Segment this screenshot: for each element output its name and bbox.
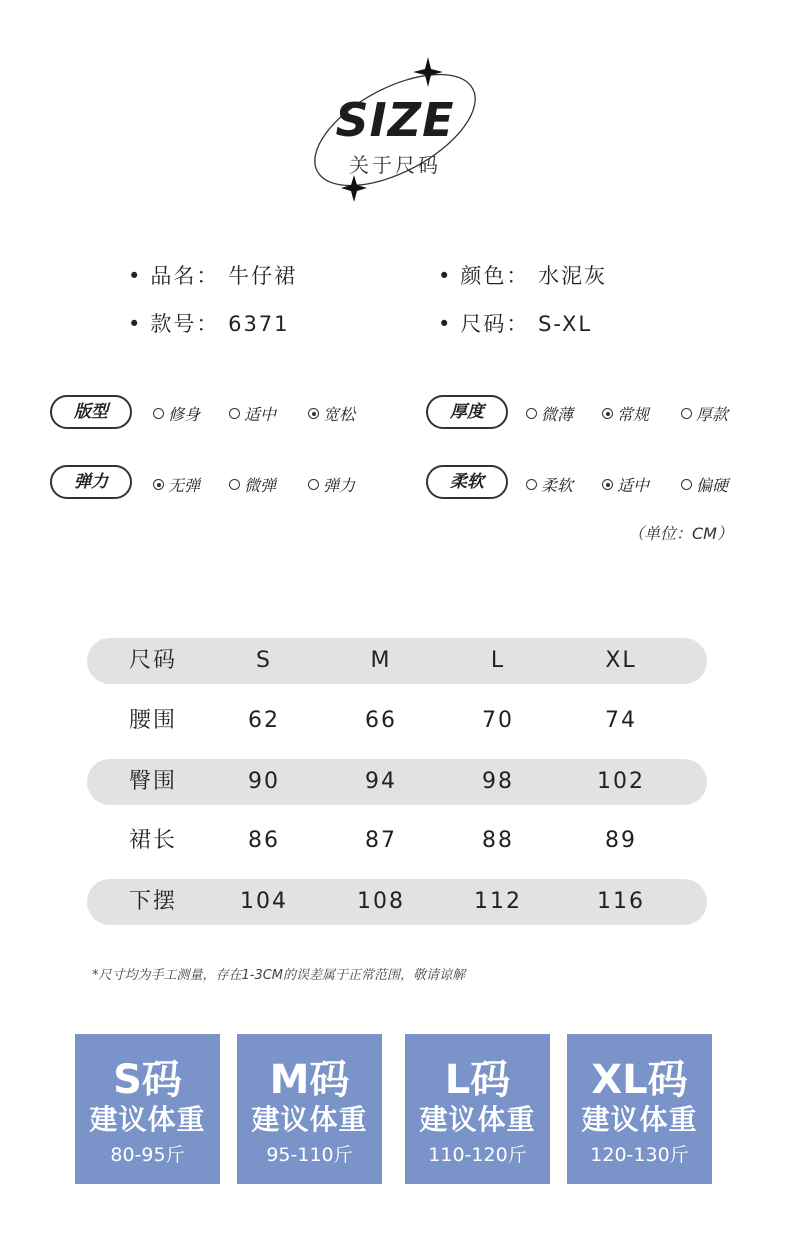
table-cell: 116 <box>597 889 645 914</box>
attr-option-selected: 宽松 <box>308 402 355 425</box>
table-header-cell: XL <box>605 648 637 673</box>
color-value: 水泥灰 <box>538 264 608 288</box>
size-label: 尺码： <box>460 312 530 336</box>
radio-icon <box>681 479 692 490</box>
attr-option: 修身 <box>153 402 200 425</box>
table-cell: 102 <box>597 769 645 794</box>
card-label: 建议体重 <box>419 1103 536 1136</box>
table-cell: 74 <box>605 708 637 733</box>
weight-card-xl <box>567 1034 712 1184</box>
card-weight: 120-130斤 <box>590 1144 689 1166</box>
table-header-cell: L <box>490 648 506 673</box>
weight-card-m <box>237 1034 382 1184</box>
card-label: 建议体重 <box>251 1103 368 1136</box>
radio-selected-icon <box>308 408 319 419</box>
table-cell: 98 <box>482 769 514 794</box>
weight-card-s <box>75 1034 220 1184</box>
info-product-name: • 品名： 牛仔裙 <box>128 264 298 288</box>
table-cell: 86 <box>248 828 280 853</box>
attr-option: 厚款 <box>681 402 728 425</box>
table-header-cell: M <box>370 648 392 673</box>
size-value: S-XL <box>538 312 593 336</box>
info-color: • 颜色： 水泥灰 <box>438 264 608 288</box>
table-cell: 66 <box>365 708 397 733</box>
logo-title: SIZE <box>335 93 455 147</box>
table-cell: 62 <box>248 708 280 733</box>
card-weight: 95-110斤 <box>266 1144 353 1166</box>
attr-pill-thickness: 厚度 <box>426 395 508 429</box>
radio-icon <box>526 408 537 419</box>
card-weight: 110-120斤 <box>428 1144 527 1166</box>
radio-selected-icon <box>602 408 613 419</box>
table-cell: 腰围 <box>129 708 178 733</box>
table-header-cell: S <box>256 648 272 673</box>
table-row <box>87 698 707 744</box>
table-cell: 87 <box>365 828 397 853</box>
table-cell: 104 <box>240 889 288 914</box>
table-cell: 108 <box>357 889 405 914</box>
table-cell: 94 <box>365 769 397 794</box>
table-cell: 89 <box>605 828 637 853</box>
radio-icon <box>681 408 692 419</box>
measurement-note: *尺寸均为手工测量，存在1-3CM的误差属于正常范围，敬请谅解 <box>92 968 466 983</box>
table-cell: 下摆 <box>129 889 178 914</box>
info-size-range: • 尺码： S-XL <box>438 312 593 336</box>
attr-pill-softness: 柔软 <box>426 465 508 499</box>
card-weight: 80-95斤 <box>110 1144 185 1166</box>
attr-option: 微弹 <box>229 473 276 496</box>
table-row <box>87 759 707 805</box>
color-label: 颜色： <box>460 264 530 288</box>
weight-card-l <box>405 1034 550 1184</box>
name-value: 牛仔裙 <box>228 264 298 288</box>
attr-option: 适中 <box>229 402 276 425</box>
radio-icon <box>153 408 164 419</box>
attr-pill-fit: 版型 <box>50 395 132 429</box>
radio-icon <box>229 408 240 419</box>
table-cell: 88 <box>482 828 514 853</box>
table-cell: 70 <box>482 708 514 733</box>
table-header-cell: 尺码 <box>129 648 178 673</box>
card-size: S码 <box>113 1057 182 1103</box>
card-size: L码 <box>444 1057 511 1103</box>
radio-icon <box>526 479 537 490</box>
name-label: 品名： <box>150 264 220 288</box>
table-cell: 112 <box>474 889 522 914</box>
attr-option: 微薄 <box>526 402 573 425</box>
radio-selected-icon <box>602 479 613 490</box>
table-row <box>87 818 707 864</box>
table-row <box>87 879 707 925</box>
attr-option-selected: 无弹 <box>153 473 200 496</box>
card-size: M码 <box>269 1057 350 1103</box>
radio-icon <box>308 479 319 490</box>
info-style-code: • 款号： 6371 <box>128 312 290 336</box>
attr-pill-elasticity: 弹力 <box>50 465 132 499</box>
attr-option-selected: 适中 <box>602 473 649 496</box>
radio-selected-icon <box>153 479 164 490</box>
card-label: 建议体重 <box>89 1103 206 1136</box>
unit-note: （单位：CM） <box>628 524 733 543</box>
card-label: 建议体重 <box>581 1103 698 1136</box>
attr-option: 柔软 <box>526 473 573 496</box>
table-cell: 裙长 <box>129 828 178 853</box>
attr-option-selected: 常规 <box>602 402 649 425</box>
table-cell: 90 <box>248 769 280 794</box>
table-cell: 臀围 <box>129 769 178 794</box>
code-label: 款号： <box>150 312 220 336</box>
radio-icon <box>229 479 240 490</box>
code-value: 6371 <box>228 312 290 336</box>
logo-subtitle: 关于尺码 <box>349 153 441 177</box>
size-logo <box>300 45 490 210</box>
card-size: XL码 <box>591 1057 688 1103</box>
attr-option: 弹力 <box>308 473 355 496</box>
table-header-row <box>87 638 707 684</box>
attr-option: 偏硬 <box>681 473 728 496</box>
